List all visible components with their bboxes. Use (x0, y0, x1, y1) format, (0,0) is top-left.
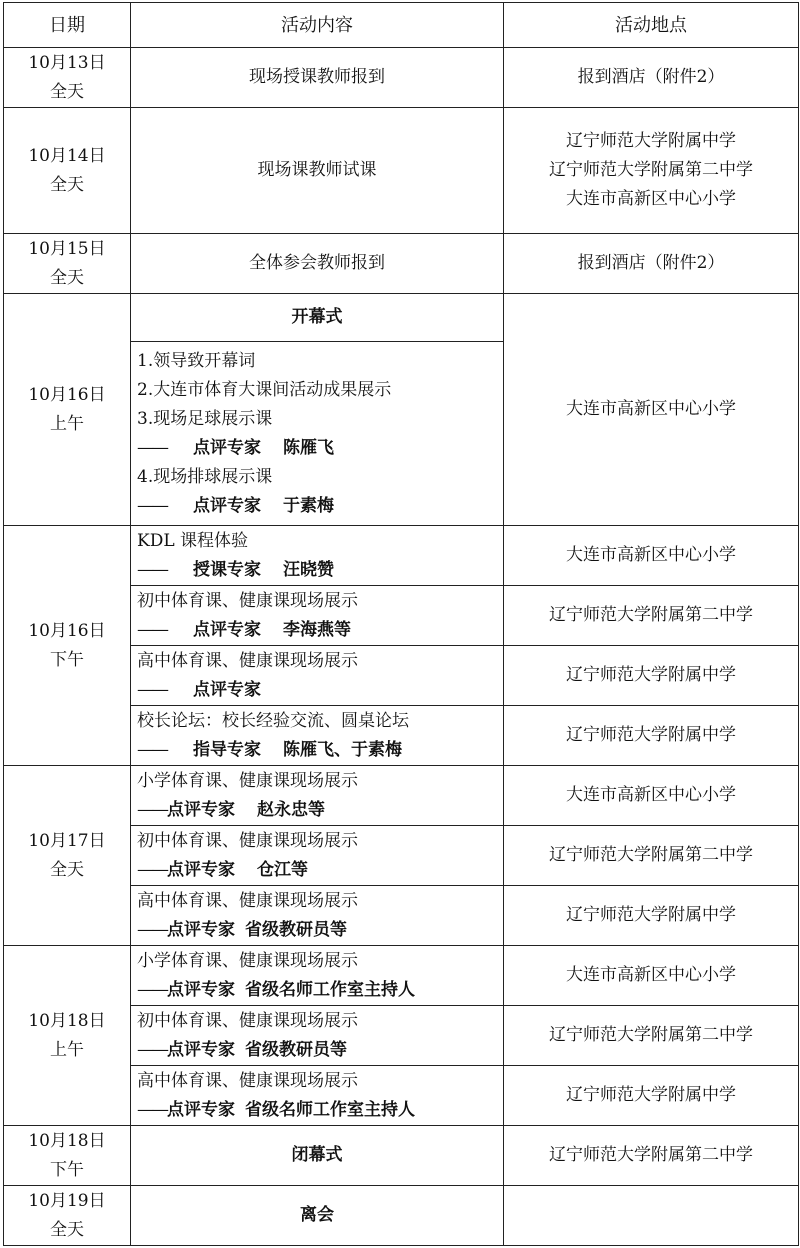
expert-name: 赵永忠等 (257, 799, 325, 820)
agenda-item: 2.大连市体育大课间活动成果展示 (137, 379, 392, 400)
date-cell (4, 108, 131, 234)
location-text: 辽宁师范大学附属中学 (566, 131, 736, 151)
closing-ceremony-title: 闭幕式 (131, 1126, 504, 1186)
dash-text: —— (137, 1099, 167, 1120)
content-cell (131, 342, 504, 526)
expert-name: 省级教研员等 (245, 919, 347, 940)
expert-line (137, 492, 497, 521)
expert-line (137, 1036, 497, 1065)
content-cell (131, 1006, 504, 1066)
date-text: 10月18日 (28, 1130, 106, 1151)
expert-name: 陈雁飞、于素梅 (283, 739, 402, 760)
header-location: 活动地点 (504, 3, 799, 48)
period-text: 全天 (50, 859, 84, 880)
content-cell (131, 886, 504, 946)
activity-title: 小学体育课、健康课现场展示 (137, 770, 358, 791)
expert-line (137, 556, 497, 585)
period-text: 上午 (50, 1039, 84, 1060)
expert-line (137, 916, 497, 945)
activity-title: 初中体育课、健康课现场展示 (137, 1010, 358, 1031)
date-cell (4, 1126, 131, 1186)
expert-role: 点评专家 (167, 859, 235, 880)
agenda-item: 3.现场足球展示课 (137, 408, 273, 429)
opening-ceremony-title: 开幕式 (131, 294, 504, 342)
content-cell: 现场课教师试课 (131, 108, 504, 234)
expert-role: 点评专家 (167, 979, 235, 1000)
header-row (4, 3, 799, 48)
date-cell (4, 766, 131, 946)
expert-line (137, 676, 497, 705)
location-cell: 辽宁师范大学附属中学 (504, 886, 799, 946)
location-cell: 辽宁师范大学附属中学 (504, 706, 799, 766)
dash-text: —— (137, 679, 167, 700)
location-text: 大连市高新区中心小学 (566, 189, 736, 209)
agenda-item: 4.现场排球展示课 (137, 466, 273, 487)
content-cell (131, 766, 504, 826)
content-cell (131, 646, 504, 706)
location-cell: 报到酒店（附件2） (504, 48, 799, 108)
expert-role: 指导专家 (193, 739, 261, 760)
dash-text: —— (137, 559, 167, 580)
content-cell (131, 826, 504, 886)
expert-name: 仓江等 (257, 859, 308, 880)
expert-name: 陈雁飞 (283, 437, 334, 458)
expert-line (137, 796, 497, 825)
dash-text: —— (137, 619, 167, 640)
content-cell (131, 526, 504, 586)
table-row (4, 1126, 799, 1186)
content-cell: 全体参会教师报到 (131, 234, 504, 294)
dash-text: —— (137, 495, 167, 516)
header-content: 活动内容 (131, 3, 504, 48)
expert-role: 点评专家 (193, 619, 261, 640)
dash-text: —— (137, 739, 167, 760)
expert-line (137, 976, 497, 1005)
date-text: 10月15日 (28, 238, 106, 259)
schedule-table (3, 2, 799, 1246)
date-cell (4, 48, 131, 108)
expert-name: 汪晓赞 (283, 559, 334, 580)
period-text: 上午 (50, 413, 84, 434)
location-cell: 辽宁师范大学附属第二中学 (504, 1006, 799, 1066)
period-text: 全天 (50, 1219, 84, 1240)
activity-title: 高中体育课、健康课现场展示 (137, 650, 358, 671)
date-text: 10月14日 (28, 145, 106, 166)
date-cell (4, 526, 131, 766)
table-row (4, 526, 799, 586)
date-text: 10月17日 (28, 830, 106, 851)
location-cell: 大连市高新区中心小学 (504, 526, 799, 586)
expert-role: 授课专家 (193, 559, 261, 580)
expert-name: 省级名师工作室主持人 (245, 979, 415, 1000)
date-cell (4, 234, 131, 294)
activity-title: KDL 课程体验 (137, 530, 249, 551)
content-cell (131, 706, 504, 766)
date-cell (4, 946, 131, 1126)
location-cell: 辽宁师范大学附属中学 (504, 646, 799, 706)
table-row (4, 48, 799, 108)
dash-text: —— (137, 979, 167, 1000)
location-cell: 大连市高新区中心小学 (504, 766, 799, 826)
location-cell: 大连市高新区中心小学 (504, 946, 799, 1006)
expert-line (137, 434, 497, 463)
dash-text: —— (137, 799, 167, 820)
location-cell: 辽宁师范大学附属中学 (504, 1066, 799, 1126)
expert-role: 点评专家 (167, 919, 235, 940)
expert-name: 省级名师工作室主持人 (245, 1099, 415, 1120)
date-text: 10月16日 (28, 620, 106, 641)
expert-line (137, 856, 497, 885)
date-text: 10月16日 (28, 384, 106, 405)
location-cell (504, 1186, 799, 1246)
expert-line (137, 1096, 497, 1125)
expert-name: 省级教研员等 (245, 1039, 347, 1060)
activity-title: 初中体育课、健康课现场展示 (137, 590, 358, 611)
content-cell (131, 586, 504, 646)
date-cell (4, 294, 131, 526)
expert-name: 于素梅 (283, 495, 334, 516)
header-date: 日期 (4, 3, 131, 48)
dash-text: —— (137, 859, 167, 880)
expert-name: 李海燕等 (283, 619, 351, 640)
expert-role: 点评专家 (167, 1039, 235, 1060)
content-cell: 现场授课教师报到 (131, 48, 504, 108)
period-text: 全天 (50, 174, 84, 195)
location-cell: 辽宁师范大学附属第二中学 (504, 1126, 799, 1186)
date-text: 10月13日 (28, 52, 106, 73)
expert-line (137, 616, 497, 645)
date-text: 10月19日 (28, 1190, 106, 1211)
activity-title: 高中体育课、健康课现场展示 (137, 890, 358, 911)
expert-role: 点评专家 (167, 799, 235, 820)
table-row (4, 294, 799, 342)
expert-role: 点评专家 (193, 679, 261, 700)
period-text: 全天 (50, 81, 84, 102)
table-row (4, 1186, 799, 1246)
location-cell: 报到酒店（附件2） (504, 234, 799, 294)
period-text: 下午 (50, 649, 84, 670)
dash-text: —— (137, 1039, 167, 1060)
table-row (4, 946, 799, 1006)
period-text: 全天 (50, 267, 84, 288)
activity-title: 高中体育课、健康课现场展示 (137, 1070, 358, 1091)
location-cell: 辽宁师范大学附属第二中学 (504, 826, 799, 886)
table-row (4, 766, 799, 826)
content-cell (131, 946, 504, 1006)
expert-line (137, 736, 497, 765)
location-cell: 大连市高新区中心小学 (504, 294, 799, 526)
table-row (4, 108, 799, 234)
expert-role: 点评专家 (193, 437, 261, 458)
dash-text: —— (137, 919, 167, 940)
agenda-item: 1.领导致开幕词 (137, 350, 256, 371)
date-cell (4, 1186, 131, 1246)
content-cell (131, 1066, 504, 1126)
period-text: 下午 (50, 1159, 84, 1180)
expert-role: 点评专家 (193, 495, 261, 516)
activity-title: 校长论坛：校长经验交流、圆桌论坛 (137, 710, 409, 731)
table-row (4, 234, 799, 294)
dash-text: —— (137, 437, 167, 458)
location-text: 辽宁师范大学附属第二中学 (549, 160, 753, 180)
expert-role: 点评专家 (167, 1099, 235, 1120)
location-cell: 辽宁师范大学附属第二中学 (504, 586, 799, 646)
location-cell (504, 108, 799, 234)
activity-title: 小学体育课、健康课现场展示 (137, 950, 358, 971)
activity-title: 初中体育课、健康课现场展示 (137, 830, 358, 851)
date-text: 10月18日 (28, 1010, 106, 1031)
departure-title: 离会 (131, 1186, 504, 1246)
